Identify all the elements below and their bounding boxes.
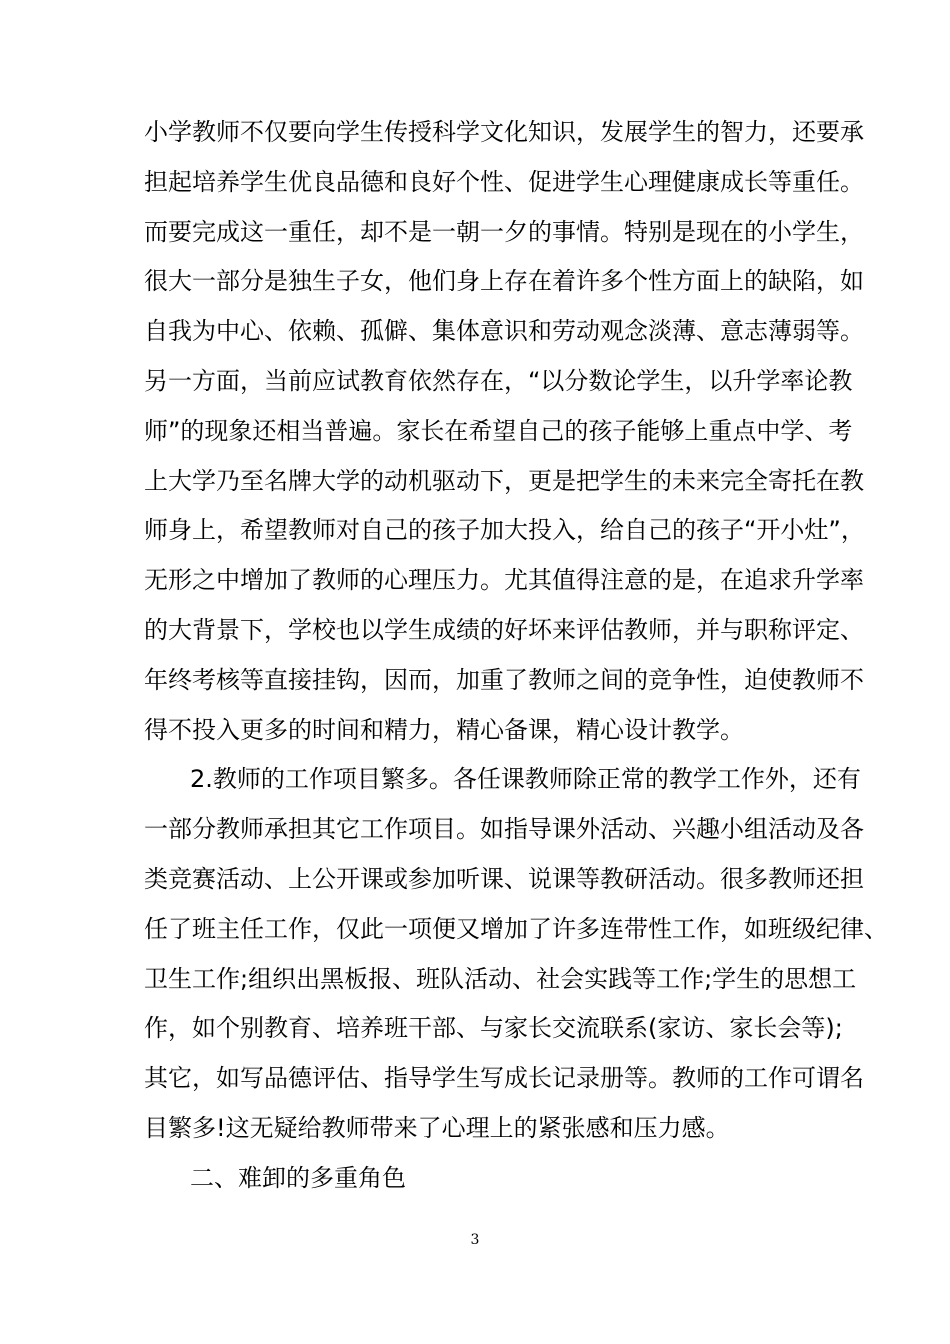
text-line: 作，如个别教育、培养班干部、与家长交流联系(家访、家长会等); <box>144 1014 843 1043</box>
text-line: 的大背景下，学校也以学生成绩的好坏来评估教师，并与职称评定、 <box>144 615 864 644</box>
text-line: 年终考核等直接挂钩，因而，加重了教师之间的竞争性，迫使教师不 <box>144 665 864 694</box>
text-line: 另一方面，当前应试教育依然存在，“以分数论学生，以升学率论教 <box>144 366 853 395</box>
text-line: 小学教师不仅要向学生传授科学文化知识，发展学生的智力，还要承 <box>144 118 864 146</box>
text-line: 目繁多!这无疑给教师带来了心理上的紧张感和压力感。 <box>144 1113 730 1142</box>
text-line: 任了班主任工作，仅此一项便又增加了许多连带性工作，如班级纪律、 <box>144 914 888 943</box>
text-line: 而要完成这一重任，却不是一朝一夕的事情。特别是现在的小学生， <box>144 217 864 246</box>
text-line: 无形之中增加了教师的心理压力。尤其值得注意的是，在追求升学率 <box>144 566 864 595</box>
text-line: 卫生工作;组织出黑板报、班队活动、社会实践等工作;学生的思想工 <box>144 964 857 993</box>
text-line: 自我为中心、依赖、孤僻、集体意识和劳动观念淡薄、意志薄弱等。 <box>144 317 864 346</box>
text-line: 很大一部分是独生子女，他们身上存在着许多个性方面上的缺陷，如 <box>144 267 864 296</box>
text-line: 其它，如写品德评估、指导学生写成长记录册等。教师的工作可谓名 <box>144 1064 864 1093</box>
text-line: 类竞赛活动、上公开课或参加听课、说课等教研活动。很多教师还担 <box>144 864 864 893</box>
page-number: 3 <box>470 1232 480 1248</box>
text-line: 上大学乃至名牌大学的动机驱动下，更是把学生的未来完全寄托在教 <box>144 466 864 495</box>
body-text <box>144 108 888 1204</box>
section-heading: 二、难卸的多重角色 <box>190 1163 406 1192</box>
text-line: 师身上，希望教师对自己的孩子加大投入，给自己的孩子“开小灶”， <box>144 516 865 545</box>
paragraph-start-line: 2.教师的工作项目繁多。各任课教师除正常的教学工作外，还有 <box>190 765 861 794</box>
text-line: 一部分教师承担其它工作项目。如指导课外活动、兴趣小组活动及各 <box>144 815 864 844</box>
text-line: 师”的现象还相当普遍。家长在希望自己的孩子能够上重点中学、考 <box>144 416 853 445</box>
text-line: 担起培养学生优良品德和良好个性、促进学生心理健康成长等重任。 <box>144 167 864 196</box>
text-line: 得不投入更多的时间和精力，精心备课，精心设计教学。 <box>144 715 744 744</box>
